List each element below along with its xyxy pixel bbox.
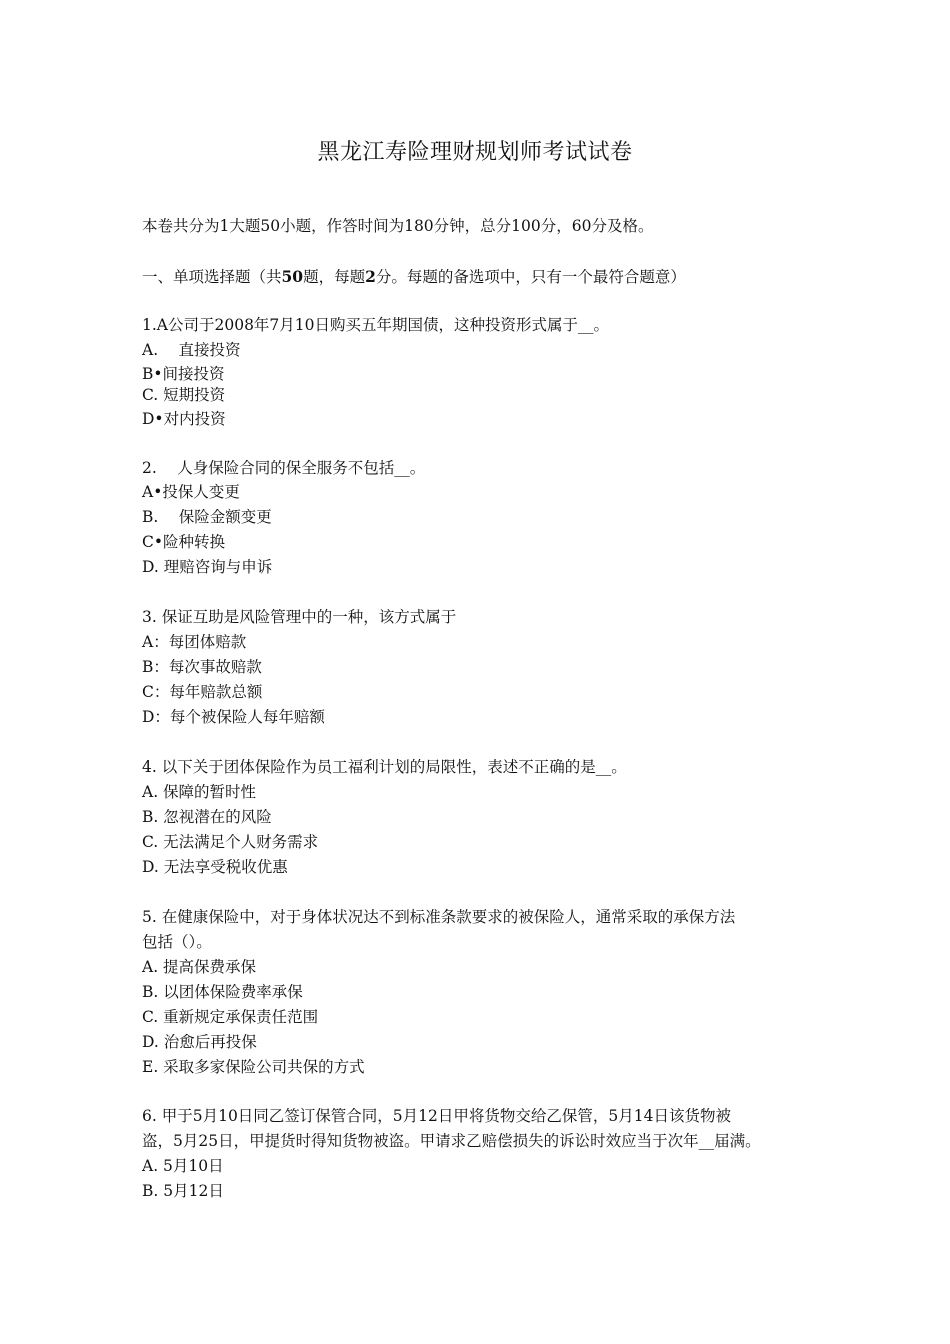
section-heading-middle: 题，每题: [303, 268, 366, 286]
question-4-stem: 4. 以下关于团体保险作为员工福利计划的局限性，表述不正确的是__。: [142, 758, 627, 776]
question-5-stem-line-2: 包括（）。: [142, 933, 212, 951]
question-3-option-c: C：每年赔款总额: [142, 683, 263, 701]
section-heading-prefix: 一、单项选择题（共: [142, 268, 282, 286]
question-3-option-b: B：每次事故赔款: [142, 658, 262, 676]
question-6-stem-line-1: 6. 甲于5月10日同乙签订保管合同，5月12日甲将货物交给乙保管，5月14日该货物被: [142, 1107, 731, 1125]
section-heading-suffix: 分。每题的备选项中，只有一个最符合题意）: [375, 268, 686, 286]
page-title: 黑龙江寿险理财规划师考试试卷: [317, 140, 633, 165]
question-count: 50: [281, 267, 304, 286]
question-2-option-a: A•投保人变更: [142, 483, 240, 501]
question-6-option-b: B. 5月12日: [142, 1182, 224, 1200]
question-4-option-a: A. 保障的暂时性: [142, 783, 257, 801]
question-4-option-d: D. 无法享受税收优惠: [142, 858, 288, 876]
question-3-stem: 3. 保证互助是风险管理中的一种，该方式属于: [142, 608, 457, 626]
question-1-option-a: A. 直接投资: [142, 341, 241, 359]
question-1-stem: 1.A公司于2008年7月10日购买五年期国债，这种投资形式属于__。: [142, 316, 610, 334]
question-1-option-d: D•对内投资: [142, 410, 226, 428]
question-2-option-d: D. 理赔咨询与申诉: [142, 558, 273, 576]
question-1-option-c: C. 短期投资: [142, 386, 226, 404]
section-heading: [142, 264, 832, 290]
question-6-stem-line-2: 盗，5月25日，甲提货时得知货物被盗。甲请求乙赔偿损失的诉讼时效应当于次年__届满。: [142, 1132, 761, 1150]
question-5-stem-line-1: 5. 在健康保险中，对于身体状况达不到标准条款要求的被保险人，通常采取的承保方法: [142, 908, 736, 926]
question-2-stem: 2. 人身保险合同的保全服务不包括__。: [142, 459, 426, 477]
question-3-option-d: D：每个被保险人每年赔额: [142, 708, 325, 726]
question-5-option-d: D. 治愈后再投保: [142, 1033, 257, 1051]
question-3-option-a: A：每团体赔款: [142, 633, 247, 651]
question-5-option-c: C. 重新规定承保责任范围: [142, 1008, 319, 1026]
question-6-option-a: A. 5月10日: [142, 1157, 224, 1175]
exam-intro: 本卷共分为1大题50小题，作答时间为180分钟，总分100分，60分及格。: [142, 217, 654, 235]
question-5-option-e: E. 采取多家保险公司共保的方式: [142, 1058, 365, 1076]
question-score: 2: [365, 267, 376, 286]
question-2-option-b: B. 保险金额变更: [142, 508, 272, 526]
question-5-option-a: A. 提高保费承保: [142, 958, 257, 976]
question-5-option-b: B. 以团体保险费率承保: [142, 983, 303, 1001]
question-2-option-c: C•险种转换: [142, 533, 226, 551]
question-4-option-b: B. 忽视潜在的风险: [142, 808, 272, 826]
question-4-option-c: C. 无法满足个人财务需求: [142, 833, 319, 851]
question-1-option-b: B•间接投资: [142, 365, 225, 383]
